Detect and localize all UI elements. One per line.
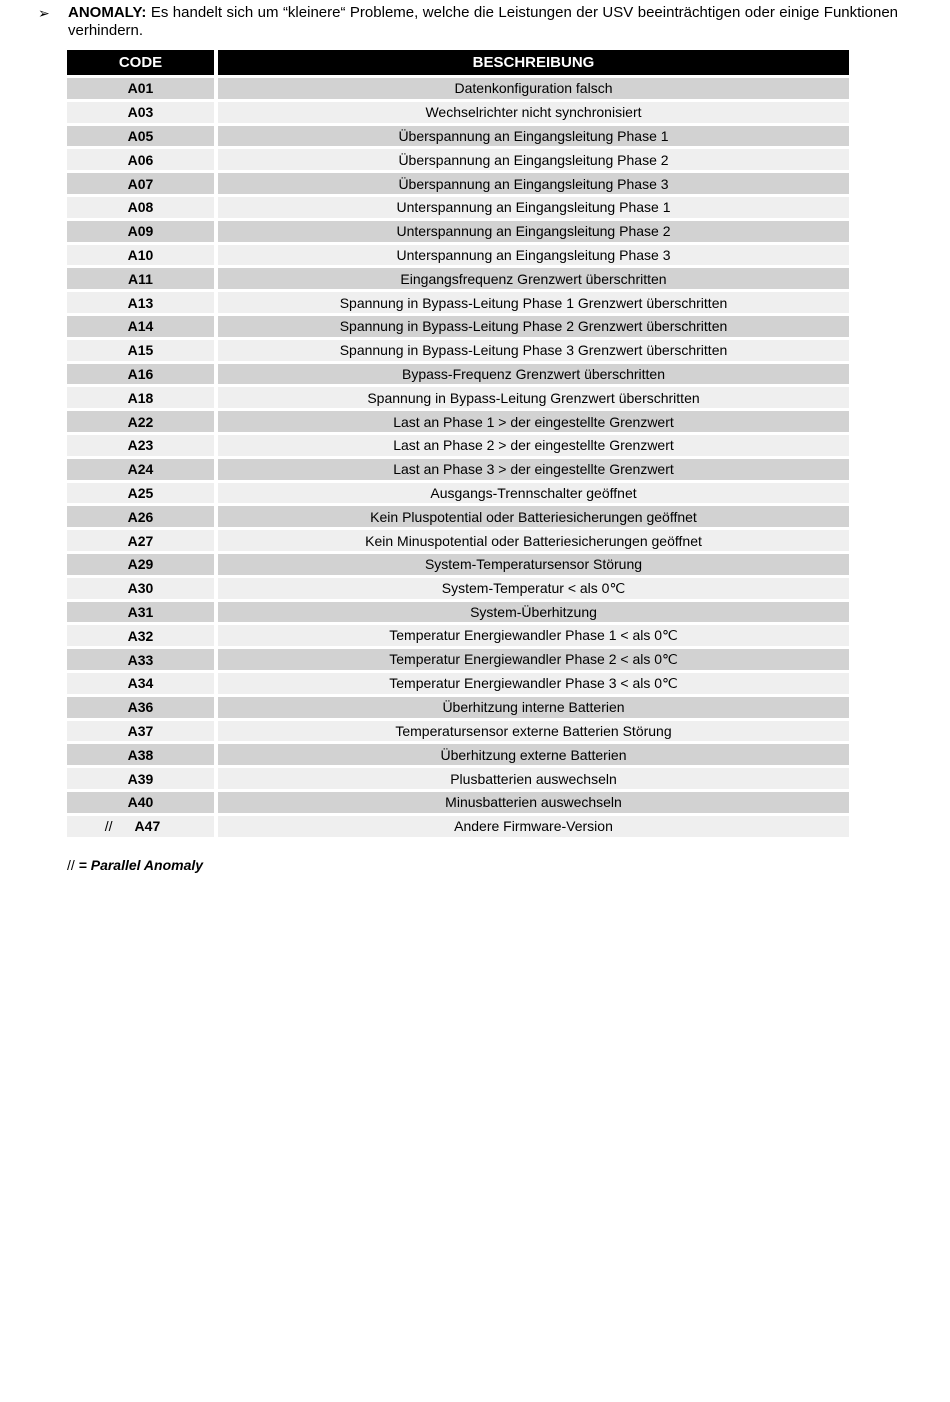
code-value: A47 bbox=[134, 818, 161, 835]
description-cell: Spannung in Bypass-Leitung Phase 1 Grenzwert überschritten bbox=[218, 292, 849, 313]
table-row bbox=[67, 149, 849, 170]
table-row bbox=[67, 78, 849, 99]
code-cell bbox=[67, 364, 214, 385]
table-row bbox=[67, 292, 849, 313]
table-row bbox=[67, 197, 849, 218]
table-row bbox=[67, 578, 849, 599]
code-value: A06 bbox=[127, 151, 154, 168]
code-cell bbox=[67, 792, 214, 813]
code-value: A37 bbox=[127, 722, 154, 739]
table-row bbox=[67, 364, 849, 385]
table-row bbox=[67, 411, 849, 432]
code-value: A09 bbox=[127, 223, 154, 240]
description-cell: Andere Firmware-Version bbox=[218, 816, 849, 837]
table-row bbox=[67, 102, 849, 123]
code-value: A38 bbox=[127, 746, 154, 763]
table-row bbox=[67, 483, 849, 504]
code-cell bbox=[67, 197, 214, 218]
code-cell bbox=[67, 625, 214, 646]
code-cell bbox=[67, 459, 214, 480]
table-header-row bbox=[67, 50, 849, 75]
anomaly-definition: Es handelt sich um “kleinere“ Probleme, welche die Leistungen der USV beeinträchtigen oder einige Funktionen verhindern. bbox=[68, 4, 899, 39]
arrow-bullet-icon: ➢ bbox=[38, 5, 50, 21]
code-value: A24 bbox=[127, 461, 154, 478]
table-row bbox=[67, 792, 849, 813]
code-value: A11 bbox=[128, 270, 153, 287]
description-cell: Minusbatterien auswechseln bbox=[218, 792, 849, 813]
table-row bbox=[67, 245, 849, 266]
description-cell: Bypass-Frequenz Grenzwert überschritten bbox=[218, 364, 849, 385]
description-cell: Plusbatterien auswechseln bbox=[218, 768, 849, 789]
table-row bbox=[67, 506, 849, 527]
anomaly-term: ANOMALY: bbox=[68, 4, 147, 21]
code-cell bbox=[67, 816, 214, 837]
table-row bbox=[67, 816, 849, 837]
code-value: A40 bbox=[127, 794, 154, 811]
parallel-mark: // bbox=[104, 818, 113, 835]
footnote bbox=[67, 857, 203, 873]
description-cell: Last an Phase 2 > der eingestellte Grenzwert bbox=[218, 435, 849, 456]
description-cell: Überspannung an Eingangsleitung Phase 3 bbox=[218, 173, 849, 194]
code-cell bbox=[67, 768, 214, 789]
table-row bbox=[67, 530, 849, 551]
table-row bbox=[67, 697, 849, 718]
description-cell: Unterspannung an Eingangsleitung Phase 2 bbox=[218, 221, 849, 242]
code-cell bbox=[67, 126, 214, 147]
description-column-header: BESCHREIBUNG bbox=[218, 50, 849, 75]
description-cell: Unterspannung an Eingangsleitung Phase 1 bbox=[218, 197, 849, 218]
anomaly-intro bbox=[38, 4, 898, 40]
description-cell: Datenkonfiguration falsch bbox=[218, 78, 849, 99]
table-row bbox=[67, 435, 849, 456]
table-row bbox=[67, 387, 849, 408]
description-cell: Spannung in Bypass-Leitung Grenzwert überschritten bbox=[218, 387, 849, 408]
code-cell bbox=[67, 530, 214, 551]
code-cell bbox=[67, 554, 214, 575]
table-row bbox=[67, 173, 849, 194]
code-cell bbox=[67, 602, 214, 623]
intro-paragraph bbox=[68, 4, 898, 40]
table-row bbox=[67, 126, 849, 147]
description-cell: Spannung in Bypass-Leitung Phase 3 Grenzwert überschritten bbox=[218, 340, 849, 361]
code-cell bbox=[67, 340, 214, 361]
anomaly-code-table bbox=[67, 47, 849, 840]
code-cell bbox=[67, 721, 214, 742]
description-cell: Last an Phase 3 > der eingestellte Grenzwert bbox=[218, 459, 849, 480]
code-cell bbox=[67, 316, 214, 337]
code-cell bbox=[67, 78, 214, 99]
table-row bbox=[67, 221, 849, 242]
code-value: A34 bbox=[127, 675, 154, 692]
description-cell: Temperatursensor externe Batterien Störung bbox=[218, 721, 849, 742]
description-cell: Überspannung an Eingangsleitung Phase 2 bbox=[218, 149, 849, 170]
table-row bbox=[67, 316, 849, 337]
description-cell: Kein Pluspotential oder Batteriesicherungen geöffnet bbox=[218, 506, 849, 527]
code-cell bbox=[67, 673, 214, 694]
code-value: A33 bbox=[127, 651, 154, 668]
code-value: A13 bbox=[127, 294, 154, 311]
code-cell bbox=[67, 506, 214, 527]
description-cell: Eingangsfrequenz Grenzwert überschritten bbox=[218, 268, 849, 289]
description-cell: System-Temperatur < als 0℃ bbox=[218, 578, 849, 599]
table-row bbox=[67, 673, 849, 694]
code-value: A23 bbox=[127, 437, 154, 454]
code-cell bbox=[67, 245, 214, 266]
table-row bbox=[67, 340, 849, 361]
code-value: A31 bbox=[127, 603, 154, 620]
description-cell: Temperatur Energiewandler Phase 3 < als 0℃ bbox=[218, 673, 849, 694]
code-cell bbox=[67, 102, 214, 123]
description-cell: Temperatur Energiewandler Phase 2 < als 0℃ bbox=[218, 649, 849, 670]
table-row bbox=[67, 554, 849, 575]
description-cell: System-Temperatursensor Störung bbox=[218, 554, 849, 575]
description-cell: Kein Minuspotential oder Batteriesicherungen geöffnet bbox=[218, 530, 849, 551]
table-row bbox=[67, 625, 849, 646]
description-cell: Überhitzung interne Batterien bbox=[218, 697, 849, 718]
footnote-text: = Parallel Anomaly bbox=[78, 857, 204, 873]
code-cell bbox=[67, 697, 214, 718]
description-cell: Überspannung an Eingangsleitung Phase 1 bbox=[218, 126, 849, 147]
table-body bbox=[67, 78, 849, 837]
description-cell: Überhitzung externe Batterien bbox=[218, 744, 849, 765]
description-cell: Temperatur Energiewandler Phase 1 < als 0℃ bbox=[218, 625, 849, 646]
code-value: A29 bbox=[127, 556, 154, 573]
table-row bbox=[67, 459, 849, 480]
code-cell bbox=[67, 387, 214, 408]
footnote-mark: // bbox=[67, 857, 75, 873]
code-value: A15 bbox=[127, 342, 154, 359]
code-value: A08 bbox=[127, 199, 154, 216]
table-row bbox=[67, 768, 849, 789]
code-value: A25 bbox=[127, 484, 154, 501]
code-cell bbox=[67, 411, 214, 432]
code-cell bbox=[67, 149, 214, 170]
code-cell bbox=[67, 483, 214, 504]
description-cell: Ausgangs-Trennschalter geöffnet bbox=[218, 483, 849, 504]
code-value: A27 bbox=[127, 532, 154, 549]
description-cell: Wechselrichter nicht synchronisiert bbox=[218, 102, 849, 123]
description-cell: Last an Phase 1 > der eingestellte Grenzwert bbox=[218, 411, 849, 432]
code-value: A39 bbox=[127, 770, 154, 787]
code-value: A30 bbox=[127, 580, 154, 597]
table-row bbox=[67, 721, 849, 742]
table-row bbox=[67, 602, 849, 623]
code-cell bbox=[67, 221, 214, 242]
code-value: A22 bbox=[127, 413, 154, 430]
code-value: A10 bbox=[127, 246, 154, 263]
code-value: A18 bbox=[127, 389, 154, 406]
code-value: A16 bbox=[127, 365, 154, 382]
code-value: A07 bbox=[127, 175, 154, 192]
description-cell: Spannung in Bypass-Leitung Phase 2 Grenzwert überschritten bbox=[218, 316, 849, 337]
code-cell bbox=[67, 292, 214, 313]
code-value: A03 bbox=[127, 104, 154, 121]
code-value: A26 bbox=[127, 508, 154, 525]
table-row bbox=[67, 744, 849, 765]
code-cell bbox=[67, 578, 214, 599]
code-value: A32 bbox=[127, 627, 154, 644]
code-value: A36 bbox=[127, 699, 154, 716]
table-row bbox=[67, 649, 849, 670]
table-row bbox=[67, 268, 849, 289]
code-cell bbox=[67, 649, 214, 670]
code-value: A05 bbox=[127, 127, 154, 144]
description-cell: System-Überhitzung bbox=[218, 602, 849, 623]
code-cell bbox=[67, 435, 214, 456]
code-value: A01 bbox=[127, 80, 154, 97]
code-cell bbox=[67, 268, 214, 289]
code-value: A14 bbox=[127, 318, 154, 335]
code-cell bbox=[67, 744, 214, 765]
code-column-header: CODE bbox=[67, 50, 214, 75]
description-cell: Unterspannung an Eingangsleitung Phase 3 bbox=[218, 245, 849, 266]
code-cell bbox=[67, 173, 214, 194]
